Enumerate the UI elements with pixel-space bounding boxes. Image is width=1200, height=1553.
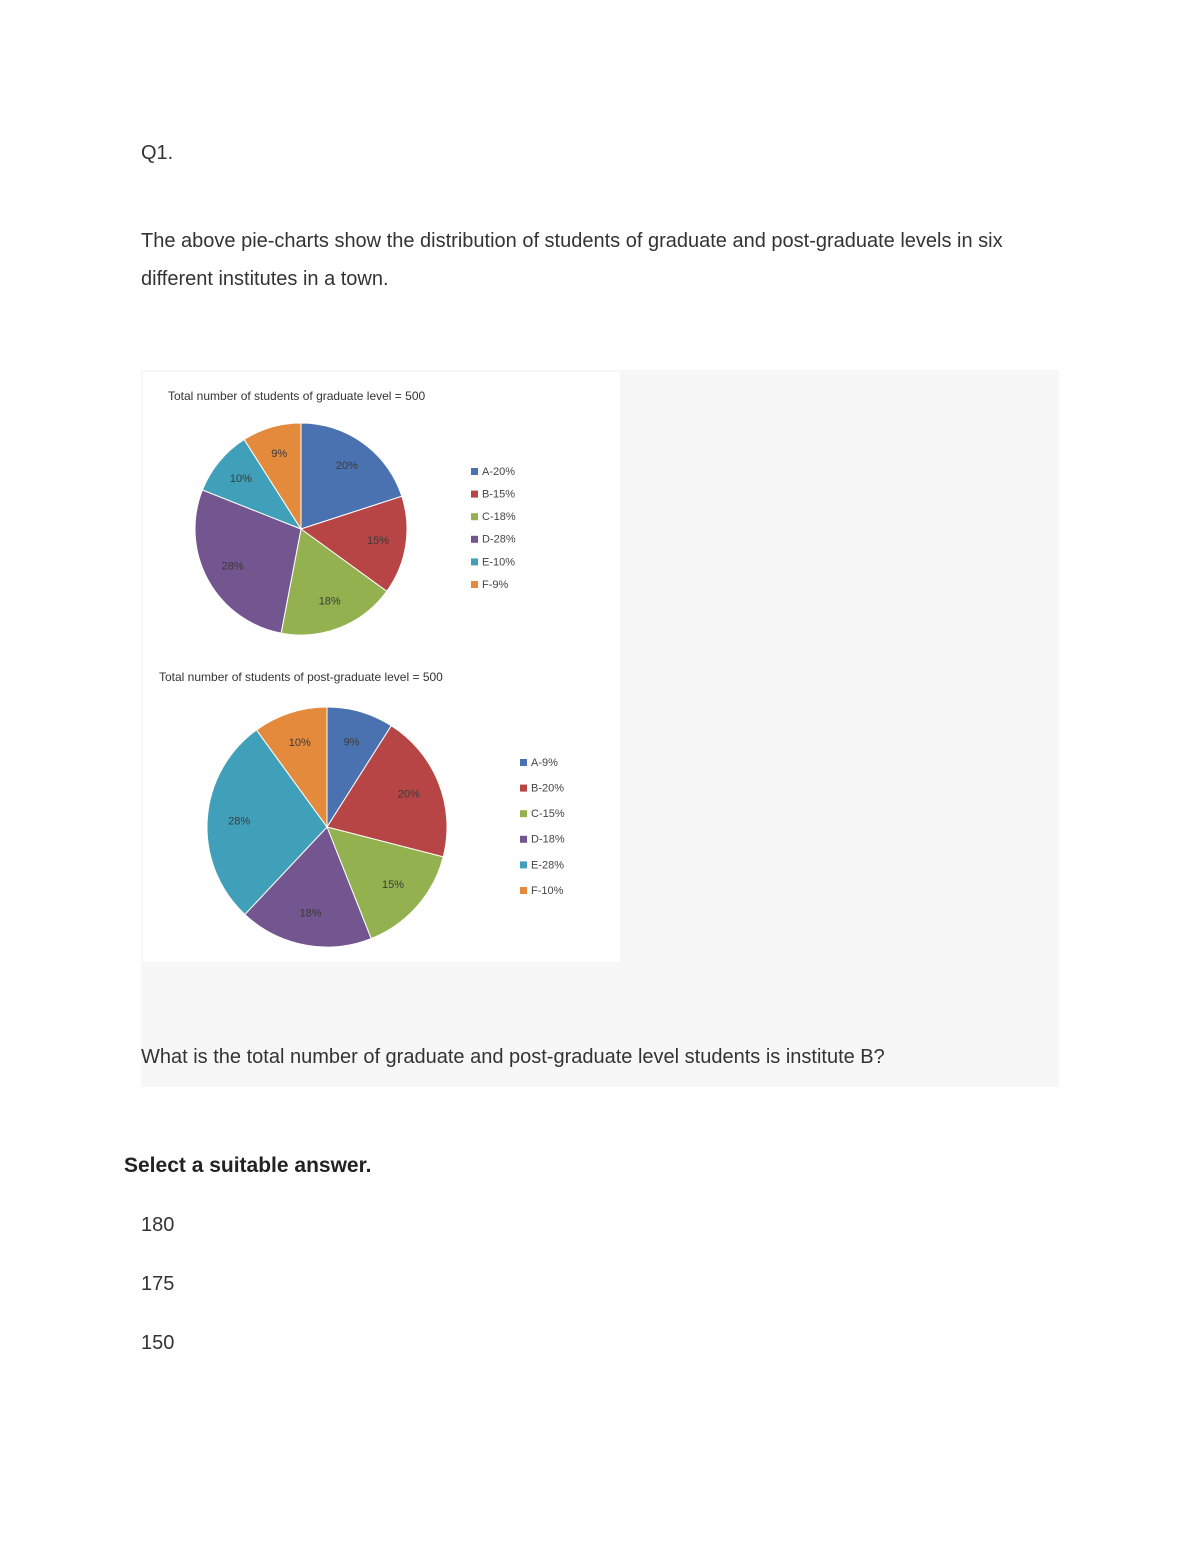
legend-entry: B-20% [531, 782, 565, 795]
slice-label: 28% [221, 560, 244, 573]
chart-1-legend [471, 466, 516, 591]
legend-entry: E-28% [531, 859, 565, 872]
slice-label: 20% [335, 459, 358, 472]
legend-swatch [471, 558, 478, 565]
question-intro: The above pie-charts show the distribution of students of graduate and post-graduate levels in six different institutes in a town. [141, 230, 1003, 290]
legend-entry: D-18% [531, 833, 565, 846]
legend-swatch [471, 491, 478, 498]
chart-2-legend [520, 757, 565, 897]
chart-2-title: Total number of students of post-graduate level = 500 [159, 670, 443, 684]
chart-1-pie [195, 423, 407, 635]
pie-charts-svg [143, 372, 620, 962]
pie-charts-figure [143, 372, 620, 962]
legend-swatch [520, 785, 527, 792]
slice-label: 28% [228, 815, 251, 828]
slice-label: 15% [381, 879, 405, 892]
legend-entry: E-10% [482, 556, 516, 569]
legend-entry: C-18% [482, 511, 516, 524]
legend-entry: D-28% [482, 533, 516, 546]
slice-label: 9% [343, 736, 360, 749]
slice-label: 15% [367, 535, 390, 548]
question-panel [141, 370, 1059, 1087]
legend-entry: A-20% [482, 465, 516, 478]
legend-entry: F-10% [531, 884, 564, 897]
legend-entry: F-9% [482, 578, 509, 591]
chart-2-pie [207, 707, 447, 947]
chart-1-title: Total number of students of graduate level = 500 [168, 389, 426, 403]
answer-heading: Select a suitable answer. [124, 1154, 372, 1177]
answer-option[interactable]: 150 [141, 1332, 175, 1354]
legend-swatch [520, 810, 527, 817]
legend-swatch [520, 861, 527, 868]
slice-label: 20% [397, 788, 420, 801]
legend-entry: B-15% [482, 488, 516, 501]
answer-option[interactable]: 175 [141, 1273, 175, 1295]
legend-swatch [471, 581, 478, 588]
legend-entry: A-9% [531, 756, 558, 769]
legend-swatch [471, 536, 478, 543]
slice-label: 10% [288, 737, 311, 750]
legend-swatch [471, 468, 478, 475]
legend-swatch [471, 513, 478, 520]
question-number: Q1. [141, 142, 174, 164]
slice-label: 9% [271, 448, 288, 461]
slice-label: 18% [299, 907, 322, 920]
slice-label: 10% [229, 473, 252, 486]
answer-option[interactable]: 180 [141, 1214, 175, 1236]
legend-swatch [520, 759, 527, 766]
legend-swatch [520, 887, 527, 894]
answer-options [141, 1214, 174, 1391]
question-text: What is the total number of graduate and post-graduate level students is institute B? [141, 1046, 885, 1068]
legend-swatch [520, 836, 527, 843]
legend-entry: C-15% [531, 808, 565, 821]
slice-label: 18% [318, 595, 341, 608]
